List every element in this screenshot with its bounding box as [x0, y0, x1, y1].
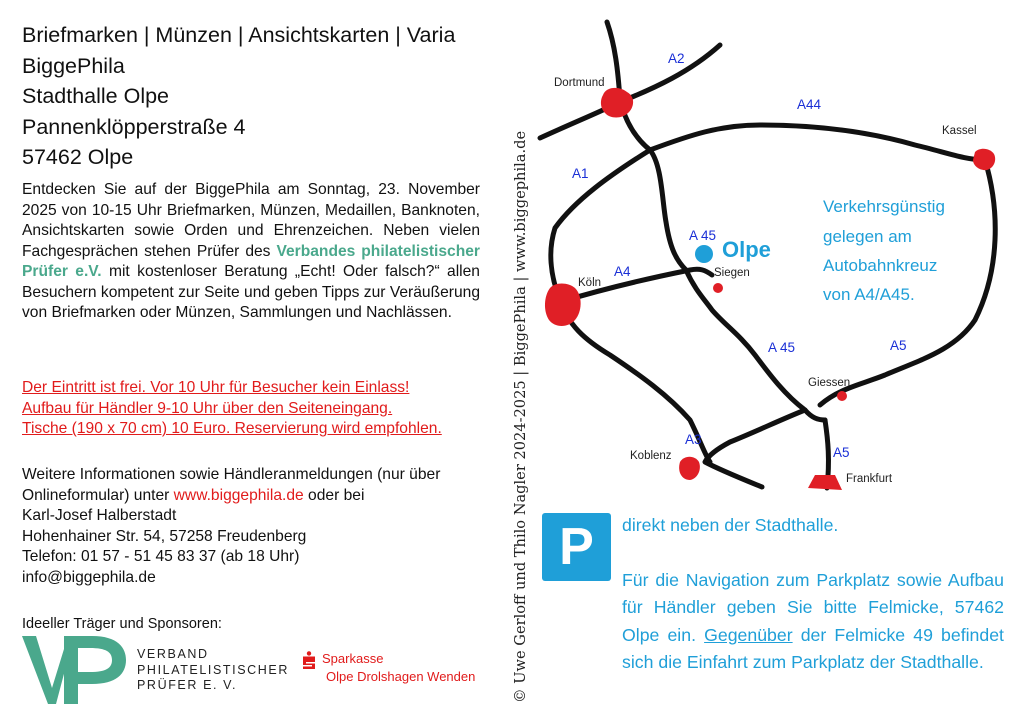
road-a3: [705, 410, 805, 487]
intro-text-2: mit kostenloser Beratung „Echt! Oder falsch?“ allen Besuchern kompetent zur Seite und geben Tipps zur Veräußerung von Briefmarken oder Münzen, Sammlungen und Nachlässen.: [22, 263, 480, 321]
parking-directions: [622, 567, 1004, 677]
heading-event-name: BiggePhila: [22, 53, 125, 78]
parking-icon-label: P: [559, 518, 594, 576]
road-label-a4: A4: [614, 264, 631, 279]
city-label-olpe: Olpe: [722, 237, 771, 262]
notice-line-1: Der Eintritt ist frei. Vor 10 Uhr für Besucher kein Einlass!: [22, 379, 410, 396]
parking-text-1: Für die Navigation zum Parkplatz sowie Aufbau für Händler geben Sie bitte Felmicke, 57462 Olpe ein.: [622, 569, 1004, 645]
heading-venue: Stadthalle Olpe: [22, 84, 170, 108]
road-label-a45-mid: A 45: [768, 340, 796, 355]
vp-line-1: VERBAND: [137, 647, 209, 661]
vp-line-2: PHILATELISTISCHER: [137, 662, 289, 677]
parking-text-2: der Felmicke 49 befindet sich die Einfahrt zum Parkplatz der Stadthalle.: [622, 624, 1004, 672]
city-label-koeln: Köln: [578, 277, 602, 289]
intro-text-1: Entdecken Sie auf der BiggePhila am Sonntag, 23. November 2025 von 10-15 Uhr Briefmarken, Münzen, Medaillen, Banknoten, Ansichtskarten sowie Orden und Ehrenzeichen. Neben vielen Fachgesprächen stehen Prüfer des: [22, 181, 480, 260]
route-map: [535, 15, 1015, 505]
road-a45: [686, 270, 825, 420]
contact-address: Hohenhainer Str. 54, 57258 Freudenberg: [22, 527, 307, 545]
city-giessen-marker: [837, 391, 847, 401]
city-siegen-marker: [713, 283, 723, 293]
sparkasse-name: Sparkasse: [322, 651, 384, 666]
info-text-2: oder bei: [303, 486, 365, 504]
vp-wordmark: [137, 647, 289, 694]
sparkasse-icon: [302, 651, 316, 669]
parking-line-1: direkt neben der Stadthalle.: [622, 515, 839, 535]
callout-line-2: gelegen am: [823, 227, 912, 246]
city-dortmund-marker: [601, 88, 633, 118]
heading-street: Pannenklöpperstraße 4: [22, 114, 246, 139]
city-label-kassel: Kassel: [942, 125, 977, 137]
info-text-1: Weitere Informationen sowie Händleranmeldungen (nur über Onlineformular) unter: [22, 466, 441, 504]
contact-email[interactable]: info@biggephila.de: [22, 568, 156, 586]
admission-notice: [22, 378, 480, 440]
olpe-marker: [695, 245, 713, 263]
parking-icon: [542, 513, 611, 581]
notice-line-3: Tische (190 x 70 cm) 10 Euro. Reservierung wird empfohlen.: [22, 420, 442, 437]
vp-line-3: PRÜFER E. V.: [137, 678, 238, 692]
city-koeln-marker: [545, 284, 581, 327]
city-label-frankfurt: Frankfurt: [846, 473, 893, 485]
road-label-a44: A44: [797, 97, 822, 112]
sponsors-label: Ideeller Träger und Sponsoren:: [22, 616, 222, 632]
city-label-koblenz: Koblenz: [630, 450, 672, 462]
event-heading: [22, 20, 492, 173]
callout-line-1: Verkehrsgünstig: [823, 197, 945, 216]
intro-highlight: Verbandes philatelistischer Prüfer e.V.: [22, 242, 480, 280]
info-intro: [22, 465, 480, 506]
road-label-a3: A3: [685, 432, 702, 447]
contact-name: Karl-Josef Halberstadt: [22, 507, 177, 524]
parking-info: [622, 512, 1004, 677]
sparkasse-region: Olpe Drolshagen Wenden: [326, 669, 476, 684]
contact-info: [22, 465, 480, 588]
parking-underlined: Gegenüber: [704, 624, 793, 645]
website-link[interactable]: www.biggephila.de: [173, 486, 304, 504]
road-label-a5-bottom: A5: [833, 445, 850, 460]
heading-categories: Briefmarken | Münzen | Ansichtskarten | Varia: [22, 23, 456, 47]
city-label-giessen: Giessen: [808, 377, 851, 389]
road-label-a45-top: A 45: [689, 228, 717, 243]
notice-line-2: Aufbau für Händler 9-10 Uhr über den Seiteneingang.: [22, 399, 393, 417]
city-kassel-marker: [973, 149, 995, 170]
contact-phone: Telefon: 01 57 - 51 45 83 37 (ab 18 Uhr): [22, 548, 300, 565]
heading-city: 57462 Olpe: [22, 145, 134, 169]
road-label-a5-right: A5: [890, 338, 907, 353]
city-koblenz-marker: [679, 457, 700, 480]
callout-line-3: Autobahnkreuz: [823, 256, 938, 275]
city-label-siegen: Siegen: [714, 267, 750, 279]
road-label-a1: A1: [572, 166, 589, 181]
city-frankfurt-marker: [808, 475, 842, 490]
city-label-dortmund: Dortmund: [554, 77, 605, 89]
intro-paragraph: [22, 180, 480, 324]
copyright-vertical: © Uwe Gerloff und Thilo Nagler 2024-2025 | BiggePhila | www.biggephila.de: [512, 130, 529, 703]
road-label-a2: A2: [668, 51, 685, 66]
callout-line-4: von A4/A45.: [823, 285, 915, 304]
road-a44: [650, 125, 985, 160]
vp-logo-icon: [22, 632, 127, 708]
